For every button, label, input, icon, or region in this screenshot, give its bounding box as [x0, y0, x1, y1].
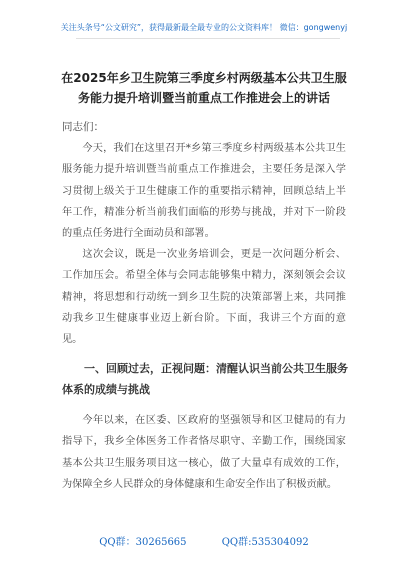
document-title: 在2025年乡卫生院第三季度乡村两级基本公共卫生服务能力提升培训暨当前重点工作推进会上的讲话 [61, 71, 347, 105]
paragraph-1: 今天，我们在这里召开*乡第三季度乡村两级基本公共卫生服务能力提升培训暨当前重点工作推进会，主要任务是深入学习贯彻上级关于卫生健康工作的重要指示精神，回顾总结上半年工作，精准分析当前我们面临的形势与挑战，并对下一阶段的重点任务进行全面动员和部署。 [62, 143, 346, 240]
salutation: 同志们： [62, 121, 104, 133]
footer-qq-group-1: QQ群：30265665 [99, 537, 187, 548]
paragraph-3: 今年以来，在区委、区政府的坚强领导和区卫健局的有力指导下，我乡全体医务工作者恪尽职守、辛勤工作，围绕国家基本公共卫生服务项目这一核心，做了大量卓有成效的工作，为保障全乡人民群众的身体健康和生命安全作出了积极贡献。 [62, 415, 346, 490]
footer-qq-group-2: QQ群:535304092 [221, 537, 309, 548]
footer [0, 533, 408, 548]
paragraph-2: 这次会议，既是一次业务培训会，更是一次问题分析会、工作加压会。希望全体与会同志能够集中精力，深刻领会会议精神，将思想和行动统一到乡卫生院的决策部署上来，共同推动我乡卫生健康事业迈上新台阶。下面，我讲三个方面的意见。 [62, 249, 346, 346]
header-divider [76, 38, 340, 39]
header-banner: 关注头条号“公文研究”，获得最新最全最专业的公文资料库！ 微信：gongwenyj [60, 23, 348, 32]
section-heading-1: 一、回顾过去，正视问题：清醒认识当前公共卫生服务体系的成绩与挑战 [62, 362, 348, 396]
